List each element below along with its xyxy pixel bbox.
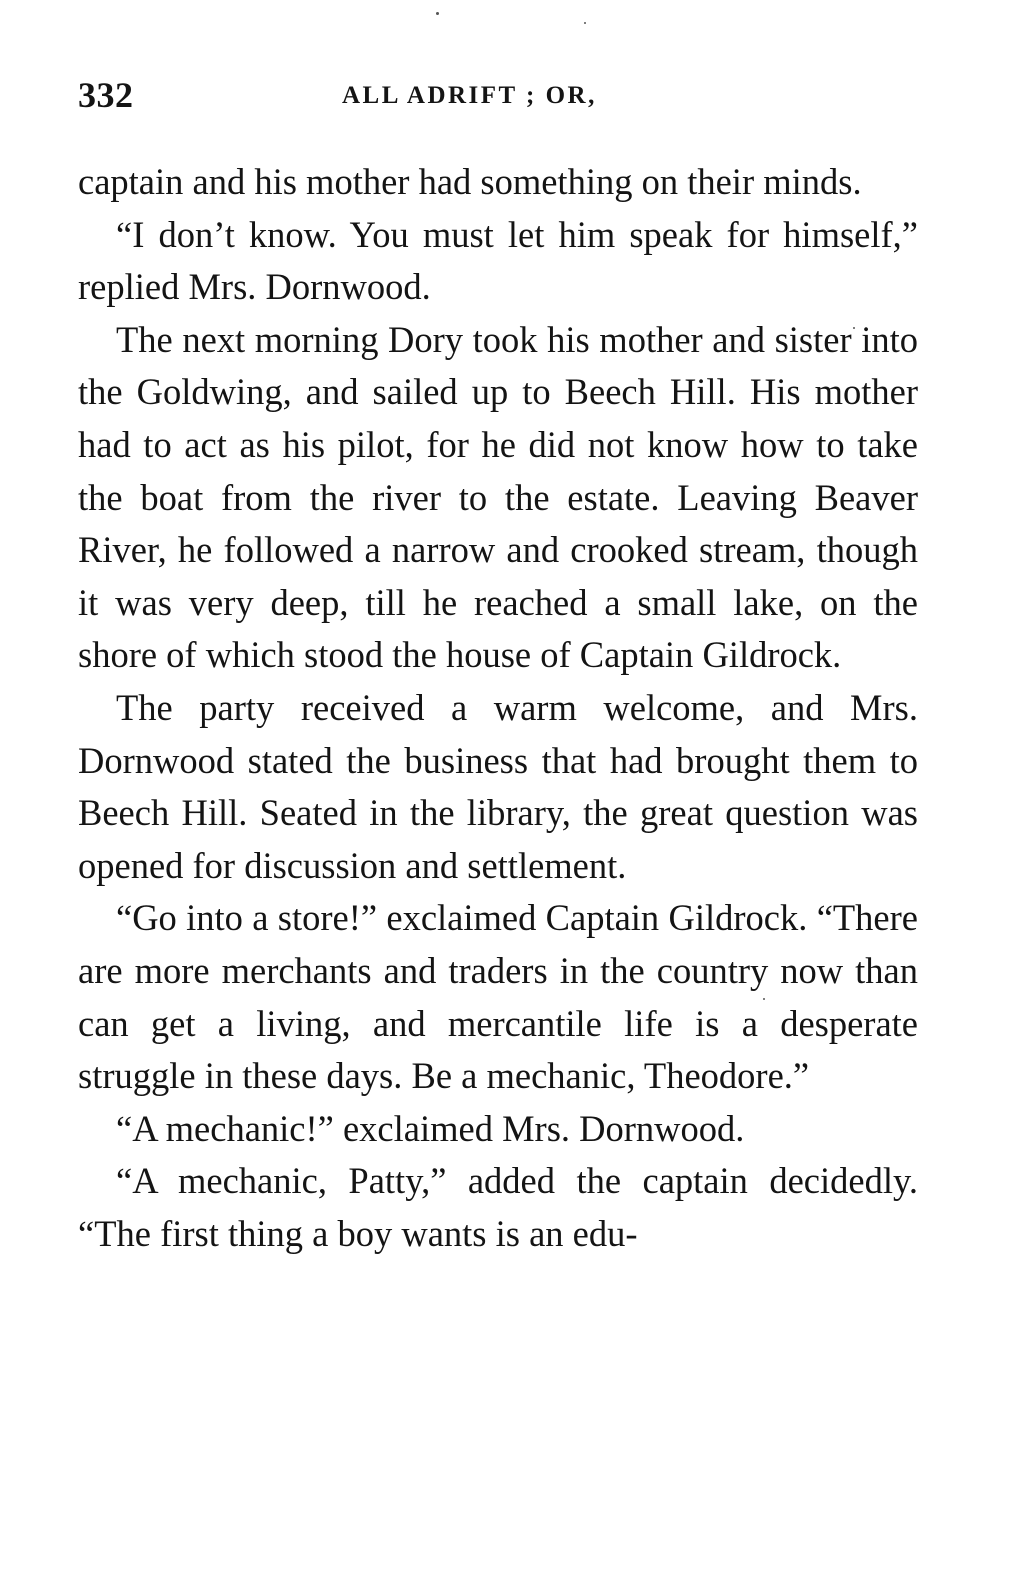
running-head: ALL ADRIFT ; OR, (342, 82, 597, 109)
paragraph: captain and his mother had something on their minds. (78, 161, 862, 202)
paragraph: The party received a warm welcome, and Mrs. Dornwood stated the business that had brought them to Beech Hill. Seated in the library, the great question was opened for discussion and settlement. (78, 686, 918, 886)
paragraph: “I don’t know. You must let him speak for himself,” replied Mrs. Dornwood. (78, 213, 918, 308)
page-header (78, 74, 918, 124)
body-text (78, 156, 918, 1260)
print-speck (436, 12, 439, 15)
paragraph: The next morning Dory took his mother and sister into the Goldwing, and sailed up to Beech Hill. His mother had to act as his pilot, for he did not know how to take the boat from the river to the estate. Leaving Beaver River, he followed a narrow and crooked stream, though it was very deep, till he reached a small lake, on the shore of which stood the house of Captain Gildrock. (78, 318, 918, 676)
paragraph: “A mechanic!” exclaimed Mrs. Dornwood. (116, 1107, 745, 1149)
paragraph: “Go into a store!” exclaimed Captain Gildrock. “There are more merchants and traders in the country now than can get a living, and mercantile life is a desperate struggle in these days. Be a mechanic, Theodore.” (78, 897, 918, 1097)
page-number: 332 (78, 75, 134, 115)
paragraph: “A mechanic, Patty,” added the captain decidedly. “The first thing a boy wants is an edu- (78, 1160, 918, 1254)
print-speck (584, 22, 586, 24)
